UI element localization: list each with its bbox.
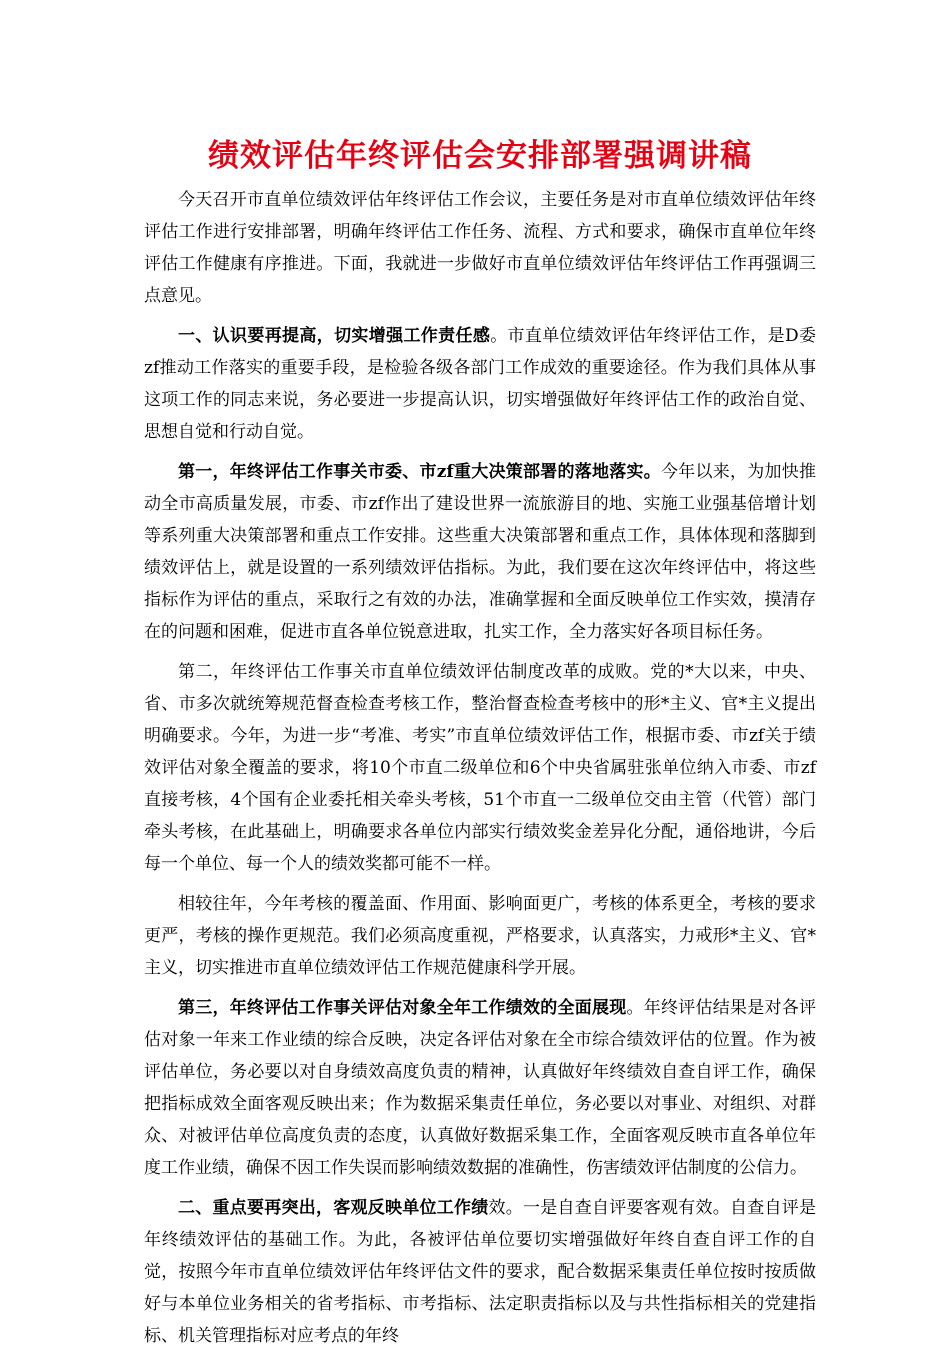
point-two-text: 第二，年终评估工作事关市直单位绩效评估制度改革的成败。党的*大以来，中央、省、市多次就统筹规范督查检查考核工作，整治督查检查考核中的形*主义、官*主义提出明确要求。今年，为进一步“考准、考实”市直单位绩效评估工作，根据市委、市zf关于绩效评估对象全覆盖的要求，将10个市直二级单位和6个中央省属驻张单位纳入市委、市zf直接考核，4个国有企业委托相关牵头考核，51个市直一二级单位交由主管（代管）部门牵头考核，在此基础上，明确要求各单位内部实行绩效奖金差异化分配，通俗地讲，今后每一个单位、每一个人的绩效奖都可能不一样。 [144,662,816,874]
paragraph-intro-text: 今天召开市直单位绩效评估年终评估工作会议，主要任务是对市直单位绩效评估年终评估工作进行安排部署，明确年终评估工作任务、流程、方式和要求，确保市直单位年终评估工作健康有序推进。下面，我就进一步做好市直单位绩效评估年终评估工作再强调三点意见。 [144,190,816,306]
document-title: 绩效评估年终评估会安排部署强调讲稿 [208,138,752,174]
comparison-text: 相较往年，今年考核的覆盖面、作用面、影响面更广，考核的体系更全，考核的要求更严，考核的操作更规范。我们必须高度重视，严格要求，认真落实，力戒形*主义、官*主义，切实推进市直单位绩效评估工作规范健康科学开展。 [144,894,816,978]
section-two-heading: 二、重点要再突出，客观反映单位工作绩 [178,1198,489,1218]
point-three-heading: 第三，年终评估工作事关评估对象全年工作绩效的全面展现 [178,998,627,1018]
paragraph-intro [144,184,816,312]
point-three-text: 。年终评估结果是对各评估对象一年来工作业绩的综合反映，决定各评估对象在全市综合绩效评估的位置。作为被评估单位，务必要以对自身绩效高度负责的精神，认真做好年终绩效自查自评工作，确保把指标成效全面客观反映出来；作为数据采集责任单位，务必要以对事业、对组织、对群众、对被评估单位高度负责的态度，认真做好数据采集工作，全面客观反映市直各单位年度工作业绩，确保不因工作失误而影响绩效数据的准确性，伤害绩效评估制度的公信力。 [144,998,816,1178]
section-one-heading: 一、认识要再提高，切实增强工作责任感 [178,326,491,346]
paragraph-section-one [144,320,816,448]
paragraph-point-one [144,456,816,648]
section-two-text: 效。一是自查自评要客观有效。自查自评是年终绩效评估的基础工作。为此，各被评估单位要切实增强做好年终自查自评工作的自觉，按照今年市直单位绩效评估年终评估文件的要求，配合数据采集责任单位按时按质做好与本单位业务相关的省考指标、市考指标、法定职责指标以及与共性指标相关的党建指标、机关管理指标对应考点的年终 [144,1198,816,1346]
point-one-text: 今年以来，为加快推动全市高质量发展，市委、市zf作出了建设世界一流旅游目的地、实施工业强基倍增计划等系列重大决策部署和重点工作安排。这些重大决策部署和重点工作，具体体现和落脚到绩效评估上，就是设置的一系列绩效评估指标。为此，我们要在这次年终评估中，将这些指标作为评估的重点，采取行之有效的办法，准确掌握和全面反映单位工作实效，摸清存在的问题和困难，促进市直各单位锐意进取，扎实工作，全力落实好各项目标任务。 [144,462,817,642]
paragraph-section-two [144,1192,816,1352]
paragraph-point-three [144,992,816,1184]
section-one-text: 。市直单位绩效评估年终评估工作，是D委zf推动工作落实的重要手段，是检验各级各部门工作成效的重要途径。作为我们具体从事这项工作的同志来说，务必要进一步提高认识，切实增强做好年终评估工作的政治自觉、思想自觉和行动自觉。 [144,326,816,442]
paragraph-comparison [144,888,816,984]
paragraph-point-two [144,656,816,880]
point-one-heading: 第一，年终评估工作事关市委、市zf重大决策部署的落地落实。 [178,462,661,482]
